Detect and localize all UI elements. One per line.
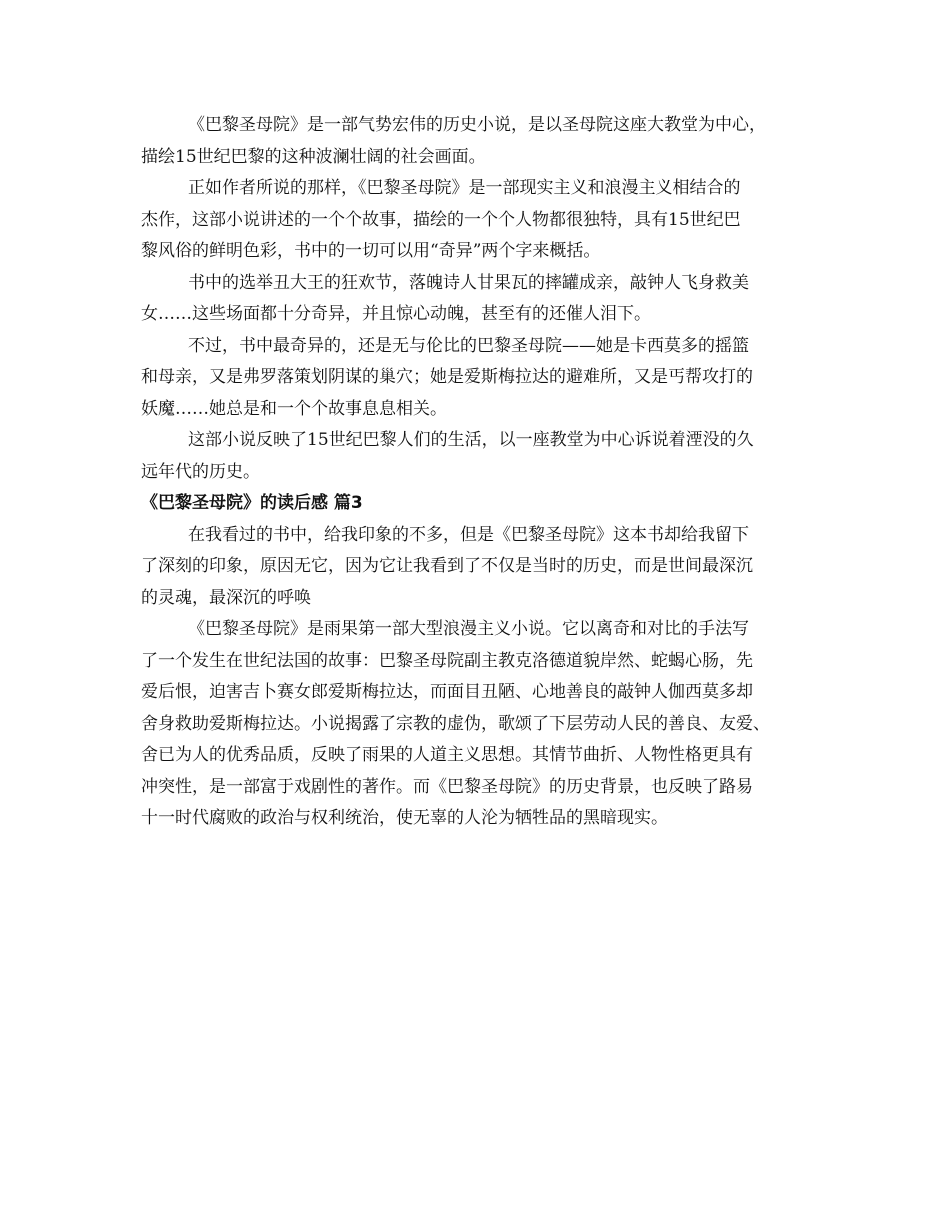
text-line: 妖魔……她总是和一个个故事息息相关。 [141,398,447,419]
text-line: 这部小说反映了15世纪巴黎人们的生活，以一座教堂为中心诉说着湮没的久 [188,430,754,450]
text-line: 不过，书中最奇异的，还是无与伦比的巴黎圣母院——她是卡西莫多的摇篮 [188,335,749,356]
text-line: 的灵魂，最深沉的呼唤 [141,587,311,608]
text-line: 了一个发生在世纪法国的故事：巴黎圣母院副主教克洛德道貌岸然、蛇蝎心肠，先 [141,650,753,671]
text-line: 爱后恨，迫害吉卜赛女郎爱斯梅拉达，而面目丑陋、心地善良的敲钟人伽西莫多却 [141,682,753,702]
text-line: 了深刻的印象，原因无它，因为它让我看到了不仅是当时的历史，而是世间最深沉 [141,556,753,576]
text-line: 在我看过的书中，给我印象的不多，但是《巴黎圣母院》这本书却给我留下 [188,524,749,545]
text-line: 书中的选举丑大王的狂欢节，落魄诗人甘果瓦的摔罐成亲，敲钟人飞身救美 [188,272,749,293]
text-line: 舍已为人的优秀品质，反映了雨果的人道主义思想。其情节曲折、人物性格更具有 [141,745,753,765]
text-line: 《巴黎圣母院》是一部气势宏伟的历史小说，是以圣母院这座大教堂为中心， [188,115,766,135]
text-line: 十一时代腐败的政治与权利统治，使无辜的人沦为牺牲品的黑暗现实。 [141,808,668,828]
text-line: 舍身救助爱斯梅拉达。小说揭露了宗教的虚伪，歌颂了下层劳动人民的善良、友爱、 [141,713,770,734]
text-line: 杰作，这部小说讲述的一个个故事，描绘的一个个人物都很独特，具有15世纪巴 [141,209,741,230]
text-line: 女……这些场面都十分奇异，并且惊心动魄，甚至有的还催人泪下。 [141,304,651,324]
paragraph-3 [141,268,823,331]
text-line: 远年代的历史。 [141,461,260,482]
text-line: 正如作者所说的那样，《巴黎圣母院》是一部现实主义和浪漫主义相结合的 [188,178,741,198]
paragraph-4 [141,331,823,426]
text-line: 《巴黎圣母院》是雨果第一部大型浪漫主义小说。它以离奇和对比的手法写 [188,619,749,639]
text-line: 冲突性，是一部富于戏剧性的著作。而《巴黎圣母院》的历史背景，也反映了路易 [141,776,753,797]
document-page [141,110,823,835]
text-line: 黎风俗的鲜明色彩，书中的一切可以用“奇异”两个字来概括。 [141,241,601,261]
paragraph-6 [141,520,823,615]
paragraph-1 [141,110,823,173]
text-line: 描绘15世纪巴黎的这种波澜壮阔的社会画面。 [141,146,486,167]
paragraph-5 [141,425,823,488]
paragraph-2 [141,173,823,268]
section-heading: 《巴黎圣母院》的读后感 篇3 [141,493,363,513]
text-line: 和母亲，又是弗罗落策划阴谋的巢穴；她是爱斯梅拉达的避难所，又是丐帮攻打的 [141,367,753,387]
paragraph-7 [141,614,823,835]
